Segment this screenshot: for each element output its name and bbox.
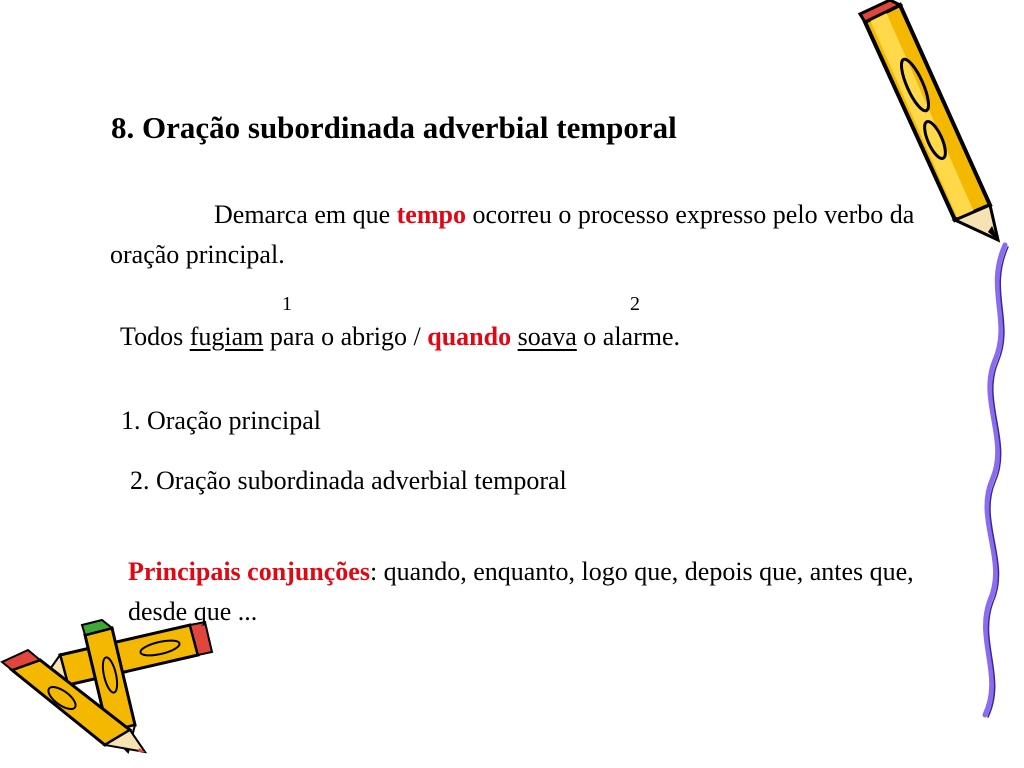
example-verb-main: fugiam — [189, 322, 264, 351]
slide-title: 8. Oração subordinada adverbial temporal — [111, 110, 677, 145]
definition-text-before: Demarca em que — [214, 200, 397, 229]
pencils-cluster-icon — [2, 620, 212, 752]
squiggle-line-icon — [985, 245, 1008, 717]
example-verb-subordinate: soava — [517, 322, 577, 351]
clause-separator: / — [413, 322, 421, 351]
legend-item-main-clause: 1. Oração principal — [121, 406, 321, 435]
example-sentence — [120, 322, 680, 352]
example-word: Todos — [120, 322, 190, 351]
clause-marker-2: 2 — [630, 293, 640, 315]
example-conjunction: quando — [427, 322, 512, 351]
definition-paragraph — [110, 195, 950, 275]
definition-highlight: tempo — [396, 200, 466, 229]
conjunctions-label: Principais conjunções — [128, 557, 370, 586]
example-word: para o abrigo — [263, 322, 414, 351]
definition-text-after: ocorreu o processo expresso pelo verbo da oração principal. — [110, 200, 915, 269]
legend-item-subordinate-clause: 2. Oração subordinada adverbial temporal — [130, 466, 567, 495]
clause-marker-1: 1 — [282, 293, 292, 315]
conjunctions-list: : quando, enquanto, logo que, depois que, antes que, desde que ... — [128, 557, 914, 626]
conjunctions-paragraph — [128, 552, 958, 632]
example-word: o alarme. — [576, 322, 681, 351]
